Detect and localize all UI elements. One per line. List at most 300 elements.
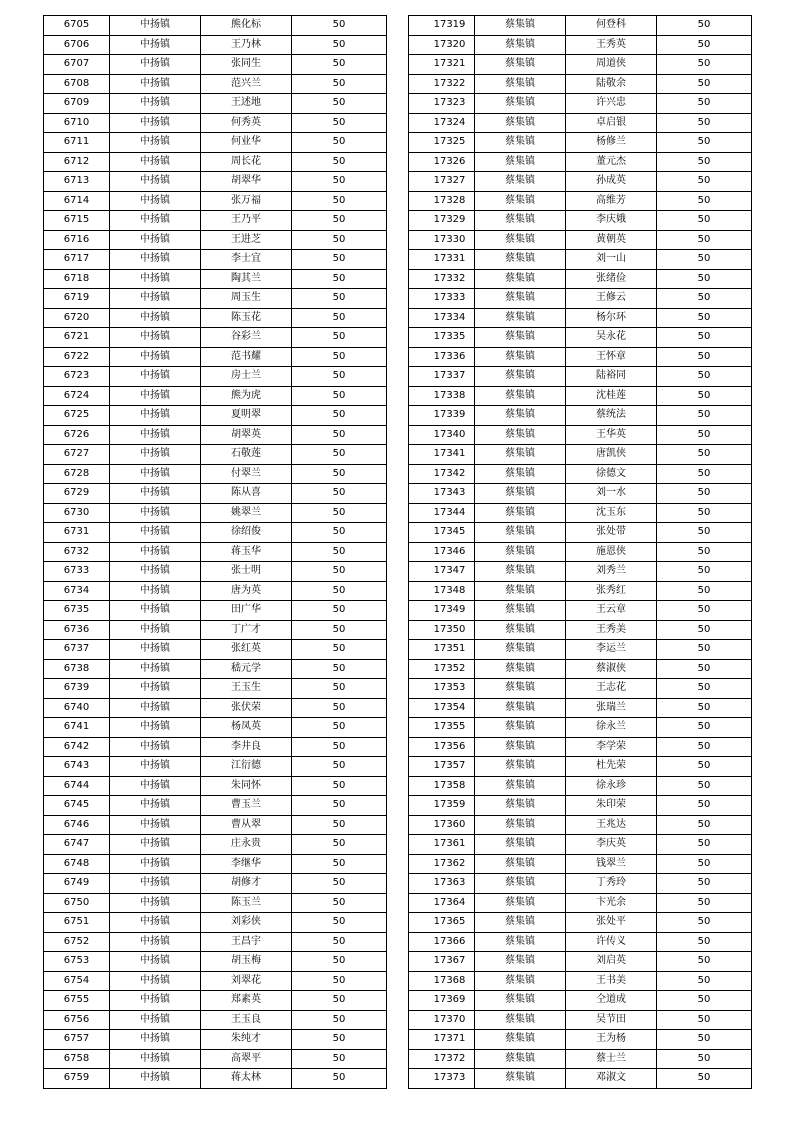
person-name-cell: 黄朝英 bbox=[566, 230, 657, 250]
amount-cell: 50 bbox=[657, 445, 752, 465]
serial-number-cell: 17357 bbox=[409, 757, 475, 777]
table-row bbox=[409, 445, 752, 465]
person-name-cell: 徐永珍 bbox=[566, 776, 657, 796]
serial-number-cell: 17320 bbox=[409, 35, 475, 55]
amount-cell: 50 bbox=[292, 874, 387, 894]
serial-number-cell: 6734 bbox=[44, 581, 110, 601]
table-row bbox=[44, 35, 387, 55]
town-cell: 中扬镇 bbox=[110, 796, 201, 816]
table-row bbox=[44, 386, 387, 406]
table-row bbox=[44, 211, 387, 231]
amount-cell: 50 bbox=[657, 815, 752, 835]
table-row bbox=[409, 464, 752, 484]
amount-cell: 50 bbox=[292, 250, 387, 270]
person-name-cell: 胡翠华 bbox=[201, 172, 292, 192]
serial-number-cell: 6733 bbox=[44, 562, 110, 582]
serial-number-cell: 17338 bbox=[409, 386, 475, 406]
table-row bbox=[44, 776, 387, 796]
serial-number-cell: 6715 bbox=[44, 211, 110, 231]
town-cell: 中扬镇 bbox=[110, 425, 201, 445]
table-row bbox=[409, 698, 752, 718]
person-name-cell: 许传义 bbox=[566, 932, 657, 952]
table-row bbox=[409, 679, 752, 699]
serial-number-cell: 6719 bbox=[44, 289, 110, 309]
serial-number-cell: 6749 bbox=[44, 874, 110, 894]
table-row bbox=[409, 952, 752, 972]
serial-number-cell: 17366 bbox=[409, 932, 475, 952]
table-row bbox=[409, 796, 752, 816]
person-name-cell: 杨尔环 bbox=[566, 308, 657, 328]
table-row bbox=[409, 230, 752, 250]
serial-number-cell: 6726 bbox=[44, 425, 110, 445]
town-cell: 中扬镇 bbox=[110, 328, 201, 348]
town-cell: 蔡集镇 bbox=[475, 757, 566, 777]
serial-number-cell: 17371 bbox=[409, 1030, 475, 1050]
table-row bbox=[409, 1010, 752, 1030]
town-cell: 中扬镇 bbox=[110, 971, 201, 991]
person-name-cell: 郑素英 bbox=[201, 991, 292, 1011]
person-name-cell: 李庆英 bbox=[566, 835, 657, 855]
town-cell: 中扬镇 bbox=[110, 94, 201, 114]
town-cell: 蔡集镇 bbox=[475, 815, 566, 835]
table-row bbox=[409, 1049, 752, 1069]
amount-cell: 50 bbox=[292, 94, 387, 114]
town-cell: 蔡集镇 bbox=[475, 191, 566, 211]
person-name-cell: 蔡淑侠 bbox=[566, 659, 657, 679]
amount-cell: 50 bbox=[292, 1010, 387, 1030]
person-name-cell: 沈玉东 bbox=[566, 503, 657, 523]
table-row bbox=[44, 328, 387, 348]
town-cell: 中扬镇 bbox=[110, 640, 201, 660]
town-cell: 蔡集镇 bbox=[475, 464, 566, 484]
amount-cell: 50 bbox=[657, 1010, 752, 1030]
town-cell: 中扬镇 bbox=[110, 211, 201, 231]
amount-cell: 50 bbox=[292, 152, 387, 172]
amount-cell: 50 bbox=[292, 562, 387, 582]
town-cell: 中扬镇 bbox=[110, 932, 201, 952]
town-cell: 中扬镇 bbox=[110, 386, 201, 406]
person-name-cell: 徐德文 bbox=[566, 464, 657, 484]
serial-number-cell: 6709 bbox=[44, 94, 110, 114]
amount-cell: 50 bbox=[657, 757, 752, 777]
amount-cell: 50 bbox=[292, 16, 387, 36]
amount-cell: 50 bbox=[292, 737, 387, 757]
town-cell: 蔡集镇 bbox=[475, 308, 566, 328]
serial-number-cell: 6740 bbox=[44, 698, 110, 718]
table-row bbox=[409, 542, 752, 562]
person-name-cell: 董元杰 bbox=[566, 152, 657, 172]
serial-number-cell: 17373 bbox=[409, 1069, 475, 1089]
serial-number-cell: 6721 bbox=[44, 328, 110, 348]
serial-number-cell: 6745 bbox=[44, 796, 110, 816]
town-cell: 中扬镇 bbox=[110, 874, 201, 894]
serial-number-cell: 6713 bbox=[44, 172, 110, 192]
roster-table-left-body bbox=[44, 16, 387, 1089]
table-row bbox=[44, 250, 387, 270]
amount-cell: 50 bbox=[292, 640, 387, 660]
town-cell: 蔡集镇 bbox=[475, 74, 566, 94]
table-row bbox=[409, 640, 752, 660]
person-name-cell: 蔡统法 bbox=[566, 406, 657, 426]
serial-number-cell: 17364 bbox=[409, 893, 475, 913]
amount-cell: 50 bbox=[292, 289, 387, 309]
table-row bbox=[409, 1030, 752, 1050]
amount-cell: 50 bbox=[657, 308, 752, 328]
town-cell: 蔡集镇 bbox=[475, 913, 566, 933]
table-row bbox=[44, 835, 387, 855]
table-row bbox=[409, 913, 752, 933]
table-row bbox=[409, 386, 752, 406]
table-row bbox=[44, 347, 387, 367]
town-cell: 中扬镇 bbox=[110, 523, 201, 543]
person-name-cell: 王为杨 bbox=[566, 1030, 657, 1050]
person-name-cell: 王乃平 bbox=[201, 211, 292, 231]
person-name-cell: 张绪俭 bbox=[566, 269, 657, 289]
amount-cell: 50 bbox=[657, 94, 752, 114]
table-row bbox=[44, 757, 387, 777]
person-name-cell: 李继华 bbox=[201, 854, 292, 874]
town-cell: 中扬镇 bbox=[110, 367, 201, 387]
amount-cell: 50 bbox=[657, 172, 752, 192]
person-name-cell: 周长花 bbox=[201, 152, 292, 172]
town-cell: 蔡集镇 bbox=[475, 94, 566, 114]
amount-cell: 50 bbox=[657, 484, 752, 504]
person-name-cell: 田广华 bbox=[201, 601, 292, 621]
person-name-cell: 高维芳 bbox=[566, 191, 657, 211]
table-row bbox=[44, 503, 387, 523]
serial-number-cell: 17343 bbox=[409, 484, 475, 504]
person-name-cell: 范书耀 bbox=[201, 347, 292, 367]
town-cell: 中扬镇 bbox=[110, 913, 201, 933]
amount-cell: 50 bbox=[292, 991, 387, 1011]
town-cell: 中扬镇 bbox=[110, 133, 201, 153]
table-row bbox=[409, 601, 752, 621]
person-name-cell: 江衍德 bbox=[201, 757, 292, 777]
amount-cell: 50 bbox=[292, 659, 387, 679]
amount-cell: 50 bbox=[657, 152, 752, 172]
amount-cell: 50 bbox=[657, 503, 752, 523]
table-row bbox=[44, 893, 387, 913]
person-name-cell: 刘彩侠 bbox=[201, 913, 292, 933]
table-row bbox=[409, 991, 752, 1011]
amount-cell: 50 bbox=[292, 425, 387, 445]
amount-cell: 50 bbox=[657, 796, 752, 816]
amount-cell: 50 bbox=[657, 230, 752, 250]
amount-cell: 50 bbox=[657, 35, 752, 55]
table-row bbox=[409, 289, 752, 309]
table-row bbox=[409, 16, 752, 36]
serial-number-cell: 6754 bbox=[44, 971, 110, 991]
person-name-cell: 朱印荣 bbox=[566, 796, 657, 816]
table-row bbox=[409, 191, 752, 211]
town-cell: 中扬镇 bbox=[110, 445, 201, 465]
table-row bbox=[44, 991, 387, 1011]
amount-cell: 50 bbox=[657, 523, 752, 543]
roster-table-right-body bbox=[409, 16, 752, 1089]
amount-cell: 50 bbox=[657, 620, 752, 640]
table-row bbox=[44, 289, 387, 309]
table-row bbox=[44, 620, 387, 640]
town-cell: 中扬镇 bbox=[110, 991, 201, 1011]
amount-cell: 50 bbox=[292, 308, 387, 328]
town-cell: 中扬镇 bbox=[110, 464, 201, 484]
serial-number-cell: 17327 bbox=[409, 172, 475, 192]
amount-cell: 50 bbox=[657, 250, 752, 270]
table-row bbox=[44, 55, 387, 75]
person-name-cell: 张红英 bbox=[201, 640, 292, 660]
town-cell: 中扬镇 bbox=[110, 152, 201, 172]
amount-cell: 50 bbox=[657, 874, 752, 894]
table-row bbox=[44, 815, 387, 835]
person-name-cell: 石敬莲 bbox=[201, 445, 292, 465]
person-name-cell: 胡玉梅 bbox=[201, 952, 292, 972]
person-name-cell: 唐为英 bbox=[201, 581, 292, 601]
amount-cell: 50 bbox=[292, 1049, 387, 1069]
amount-cell: 50 bbox=[292, 172, 387, 192]
town-cell: 蔡集镇 bbox=[475, 991, 566, 1011]
table-row bbox=[44, 406, 387, 426]
person-name-cell: 钱翠兰 bbox=[566, 854, 657, 874]
town-cell: 中扬镇 bbox=[110, 503, 201, 523]
roster-table-right bbox=[408, 15, 752, 1089]
serial-number-cell: 17358 bbox=[409, 776, 475, 796]
amount-cell: 50 bbox=[292, 386, 387, 406]
serial-number-cell: 6751 bbox=[44, 913, 110, 933]
town-cell: 蔡集镇 bbox=[475, 328, 566, 348]
serial-number-cell: 6757 bbox=[44, 1030, 110, 1050]
serial-number-cell: 6708 bbox=[44, 74, 110, 94]
person-name-cell: 张处带 bbox=[566, 523, 657, 543]
amount-cell: 50 bbox=[292, 230, 387, 250]
person-name-cell: 王玉良 bbox=[201, 1010, 292, 1030]
table-row bbox=[409, 562, 752, 582]
person-name-cell: 熊化标 bbox=[201, 16, 292, 36]
town-cell: 中扬镇 bbox=[110, 1069, 201, 1089]
table-row bbox=[409, 133, 752, 153]
amount-cell: 50 bbox=[657, 640, 752, 660]
town-cell: 中扬镇 bbox=[110, 893, 201, 913]
amount-cell: 50 bbox=[657, 718, 752, 738]
table-row bbox=[409, 815, 752, 835]
table-row bbox=[44, 601, 387, 621]
town-cell: 蔡集镇 bbox=[475, 16, 566, 36]
town-cell: 蔡集镇 bbox=[475, 152, 566, 172]
amount-cell: 50 bbox=[657, 16, 752, 36]
serial-number-cell: 17345 bbox=[409, 523, 475, 543]
table-row bbox=[44, 445, 387, 465]
serial-number-cell: 6755 bbox=[44, 991, 110, 1011]
table-row bbox=[44, 308, 387, 328]
serial-number-cell: 6756 bbox=[44, 1010, 110, 1030]
serial-number-cell: 6727 bbox=[44, 445, 110, 465]
serial-number-cell: 17353 bbox=[409, 679, 475, 699]
serial-number-cell: 17351 bbox=[409, 640, 475, 660]
serial-number-cell: 6712 bbox=[44, 152, 110, 172]
person-name-cell: 王玉生 bbox=[201, 679, 292, 699]
person-name-cell: 王述地 bbox=[201, 94, 292, 114]
table-row bbox=[44, 971, 387, 991]
table-row bbox=[44, 874, 387, 894]
serial-number-cell: 17368 bbox=[409, 971, 475, 991]
table-row bbox=[409, 328, 752, 348]
person-name-cell: 王书美 bbox=[566, 971, 657, 991]
amount-cell: 50 bbox=[657, 776, 752, 796]
town-cell: 中扬镇 bbox=[110, 172, 201, 192]
town-cell: 蔡集镇 bbox=[475, 55, 566, 75]
table-row bbox=[44, 94, 387, 114]
table-row bbox=[44, 581, 387, 601]
table-row bbox=[44, 679, 387, 699]
person-name-cell: 王志花 bbox=[566, 679, 657, 699]
table-row bbox=[44, 425, 387, 445]
amount-cell: 50 bbox=[292, 503, 387, 523]
town-cell: 蔡集镇 bbox=[475, 1049, 566, 1069]
person-name-cell: 蒋太林 bbox=[201, 1069, 292, 1089]
table-row bbox=[409, 308, 752, 328]
town-cell: 蔡集镇 bbox=[475, 250, 566, 270]
table-row bbox=[44, 718, 387, 738]
table-row bbox=[409, 250, 752, 270]
amount-cell: 50 bbox=[292, 406, 387, 426]
serial-number-cell: 17372 bbox=[409, 1049, 475, 1069]
amount-cell: 50 bbox=[657, 1049, 752, 1069]
amount-cell: 50 bbox=[292, 484, 387, 504]
serial-number-cell: 17319 bbox=[409, 16, 475, 36]
amount-cell: 50 bbox=[292, 913, 387, 933]
serial-number-cell: 17331 bbox=[409, 250, 475, 270]
town-cell: 蔡集镇 bbox=[475, 796, 566, 816]
amount-cell: 50 bbox=[292, 74, 387, 94]
town-cell: 蔡集镇 bbox=[475, 854, 566, 874]
person-name-cell: 张同生 bbox=[201, 55, 292, 75]
table-row bbox=[409, 113, 752, 133]
amount-cell: 50 bbox=[292, 815, 387, 835]
table-row bbox=[409, 718, 752, 738]
table-row bbox=[44, 854, 387, 874]
amount-cell: 50 bbox=[292, 796, 387, 816]
person-name-cell: 王昌宇 bbox=[201, 932, 292, 952]
person-name-cell: 刘一山 bbox=[566, 250, 657, 270]
table-row bbox=[409, 581, 752, 601]
serial-number-cell: 17361 bbox=[409, 835, 475, 855]
serial-number-cell: 6728 bbox=[44, 464, 110, 484]
town-cell: 中扬镇 bbox=[110, 620, 201, 640]
amount-cell: 50 bbox=[292, 1030, 387, 1050]
serial-number-cell: 6752 bbox=[44, 932, 110, 952]
serial-number-cell: 17340 bbox=[409, 425, 475, 445]
person-name-cell: 谷彩兰 bbox=[201, 328, 292, 348]
amount-cell: 50 bbox=[292, 620, 387, 640]
serial-number-cell: 17367 bbox=[409, 952, 475, 972]
amount-cell: 50 bbox=[292, 932, 387, 952]
serial-number-cell: 6759 bbox=[44, 1069, 110, 1089]
amount-cell: 50 bbox=[292, 835, 387, 855]
amount-cell: 50 bbox=[292, 35, 387, 55]
town-cell: 蔡集镇 bbox=[475, 230, 566, 250]
serial-number-cell: 17328 bbox=[409, 191, 475, 211]
person-name-cell: 张士明 bbox=[201, 562, 292, 582]
table-row bbox=[409, 776, 752, 796]
person-name-cell: 李井良 bbox=[201, 737, 292, 757]
table-row bbox=[44, 1030, 387, 1050]
town-cell: 中扬镇 bbox=[110, 1010, 201, 1030]
town-cell: 中扬镇 bbox=[110, 815, 201, 835]
serial-number-cell: 17321 bbox=[409, 55, 475, 75]
town-cell: 中扬镇 bbox=[110, 35, 201, 55]
person-name-cell: 王秀英 bbox=[566, 35, 657, 55]
serial-number-cell: 17342 bbox=[409, 464, 475, 484]
person-name-cell: 邓淑文 bbox=[566, 1069, 657, 1089]
amount-cell: 50 bbox=[657, 328, 752, 348]
town-cell: 中扬镇 bbox=[110, 74, 201, 94]
town-cell: 中扬镇 bbox=[110, 542, 201, 562]
person-name-cell: 王进芝 bbox=[201, 230, 292, 250]
serial-number-cell: 6723 bbox=[44, 367, 110, 387]
person-name-cell: 张万福 bbox=[201, 191, 292, 211]
serial-number-cell: 17329 bbox=[409, 211, 475, 231]
serial-number-cell: 17354 bbox=[409, 698, 475, 718]
person-name-cell: 庄永贵 bbox=[201, 835, 292, 855]
person-name-cell: 卓启银 bbox=[566, 113, 657, 133]
amount-cell: 50 bbox=[292, 55, 387, 75]
town-cell: 蔡集镇 bbox=[475, 35, 566, 55]
table-row bbox=[409, 35, 752, 55]
amount-cell: 50 bbox=[292, 952, 387, 972]
town-cell: 中扬镇 bbox=[110, 737, 201, 757]
table-row bbox=[44, 562, 387, 582]
amount-cell: 50 bbox=[292, 191, 387, 211]
serial-number-cell: 17344 bbox=[409, 503, 475, 523]
amount-cell: 50 bbox=[657, 74, 752, 94]
town-cell: 中扬镇 bbox=[110, 347, 201, 367]
town-cell: 蔡集镇 bbox=[475, 679, 566, 699]
person-name-cell: 唐凯侠 bbox=[566, 445, 657, 465]
town-cell: 蔡集镇 bbox=[475, 971, 566, 991]
amount-cell: 50 bbox=[292, 776, 387, 796]
amount-cell: 50 bbox=[292, 347, 387, 367]
table-row bbox=[409, 874, 752, 894]
person-name-cell: 蒋玉华 bbox=[201, 542, 292, 562]
amount-cell: 50 bbox=[292, 523, 387, 543]
serial-number-cell: 6730 bbox=[44, 503, 110, 523]
amount-cell: 50 bbox=[292, 464, 387, 484]
table-row bbox=[409, 94, 752, 114]
person-name-cell: 杜先荣 bbox=[566, 757, 657, 777]
person-name-cell: 刘翠花 bbox=[201, 971, 292, 991]
serial-number-cell: 6731 bbox=[44, 523, 110, 543]
person-name-cell: 房士兰 bbox=[201, 367, 292, 387]
person-name-cell: 李学荣 bbox=[566, 737, 657, 757]
town-cell: 蔡集镇 bbox=[475, 347, 566, 367]
serial-number-cell: 6724 bbox=[44, 386, 110, 406]
person-name-cell: 张秀红 bbox=[566, 581, 657, 601]
table-row bbox=[409, 172, 752, 192]
amount-cell: 50 bbox=[657, 679, 752, 699]
town-cell: 蔡集镇 bbox=[475, 503, 566, 523]
table-row bbox=[44, 133, 387, 153]
table-row bbox=[409, 211, 752, 231]
serial-number-cell: 6736 bbox=[44, 620, 110, 640]
person-name-cell: 曹玉兰 bbox=[201, 796, 292, 816]
amount-cell: 50 bbox=[657, 542, 752, 562]
table-row bbox=[409, 74, 752, 94]
town-cell: 蔡集镇 bbox=[475, 737, 566, 757]
person-name-cell: 陆裕同 bbox=[566, 367, 657, 387]
person-name-cell: 嵇元学 bbox=[201, 659, 292, 679]
amount-cell: 50 bbox=[292, 698, 387, 718]
serial-number-cell: 17335 bbox=[409, 328, 475, 348]
amount-cell: 50 bbox=[292, 133, 387, 153]
